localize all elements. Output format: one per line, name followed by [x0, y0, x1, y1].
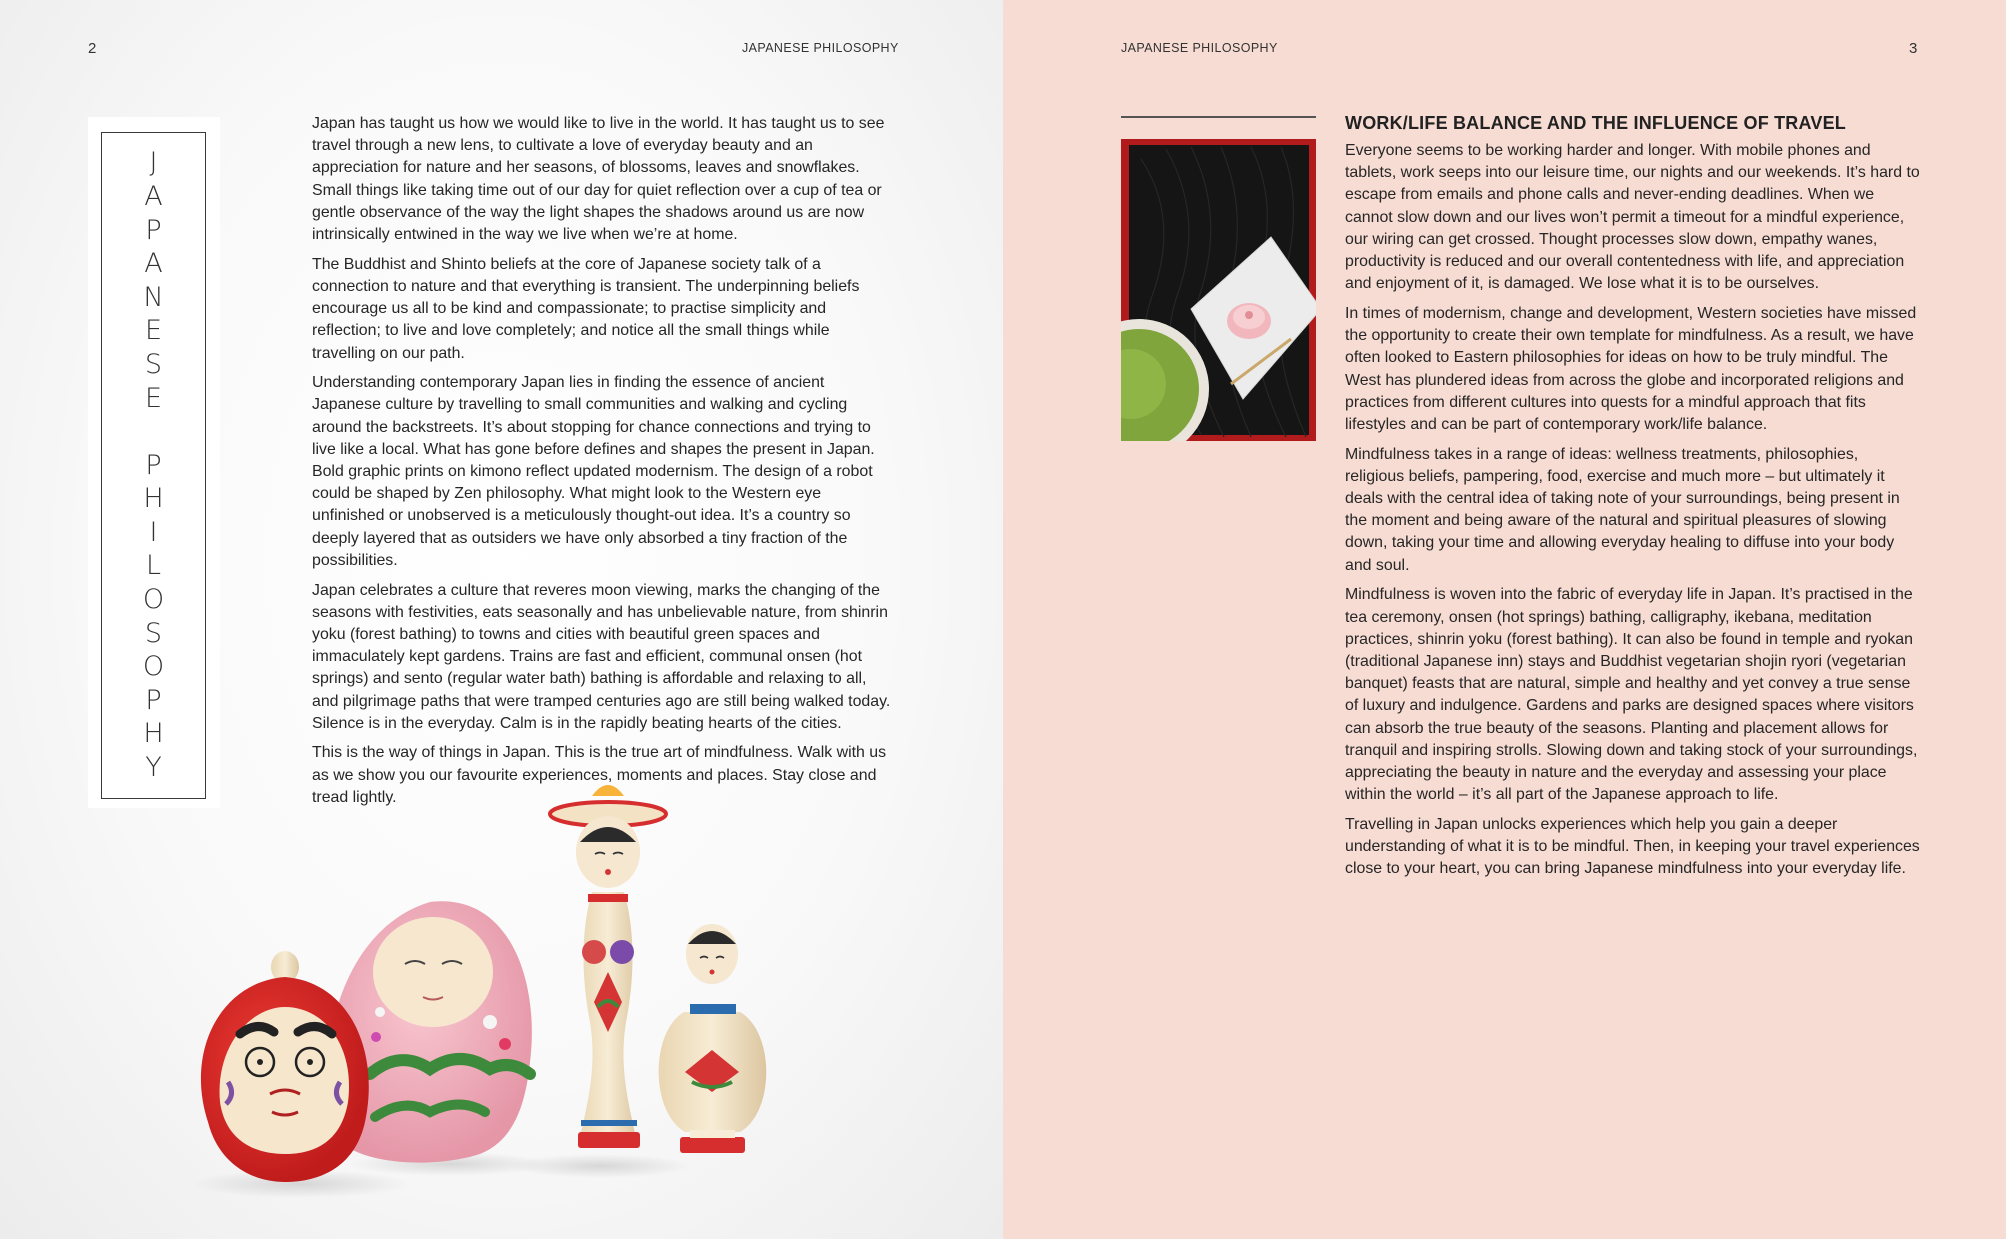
paragraph: Mindfulness is woven into the fabric of everyday life in Japan. It’s practised in the tea ceremony, onsen (hot springs) bathing, calligraphy, ikebana, meditation practices, shinrin yoku (forest bathing). It can also be found in temple and ryokan (traditional Japanese inn) stays and Buddhist vegetarian shojin ryori (vegetarian banquet) feasts that are natural, simple and healthy and yet convey a true sense of luxury and indulgence. Gardens and parks are designed spaces where visitors can absorb the true beauty of the seasons. Planting and placement allows for tranquil and inspiring strolls. Slowing down and taking stock of your surroundings, appreciating the beauty in nature and the everyday and assessing your place within the world – it’s all part of the Japanese approach to life. [1345, 586, 1918, 804]
title-letter: P [145, 684, 162, 716]
title-letter: O [142, 584, 165, 616]
section-heading: WORK/LIFE BALANCE AND THE INFLUENCE OF TRAVEL [1345, 113, 1846, 133]
title-letter: S [144, 348, 163, 380]
red-daruma [201, 951, 369, 1182]
title-letter: E [144, 315, 163, 347]
kokeshi-daruma-photo [180, 782, 780, 1202]
title-letter: E [144, 382, 163, 414]
left-body-text [312, 113, 892, 817]
paragraph: Japan celebrates a culture that reveres moon viewing, marks the changing of the seasons with festivities, eats seasonally and has unbelievable nature, from shinrin yoku (forest bathing) to towns and cities with beautiful green spaces and immaculately kept gardens. Trains are fast and efficient, communal onsen (hot springs) and sento (regular water bath) bathing is affordable and relaxing to all, and pilgrimage paths that were tramped centuries ago are still being walked today. Silence is in the everyday. Calm is in the rapidly beating hearts of the cities. [312, 581, 891, 732]
title-letter: I [149, 516, 158, 548]
paragraph: Everyone seems to be working harder and longer. With mobile phones and tablets, work seeps into our leisure time, our nights and our weekends. It’s hard to escape from emails and phone calls and never-ending deadlines. When we cannot slow down and our lives won’t permit a timeout for a mindful experience, our wiring can get crossed. Thought processes slow down, empathy wanes, productivity is reduced and our overall contentedness with life, and appreciation and enjoyment of it, is damaged. We lose what it is to be ourselves. [1345, 142, 1920, 293]
title-letter: A [144, 248, 163, 280]
running-header-left: JAPANESE PHILOSOPHY [742, 41, 899, 55]
title-letter: P [145, 214, 162, 246]
page-number-left: 2 [88, 40, 97, 57]
title-letter: H [143, 483, 164, 515]
paragraph: Mindfulness takes in a range of ideas: wellness treatments, philosophies, religious beliefs, pampering, food, exercise and much more – but ultimately it deals with the central idea of taking note of your surroundings, being present in the moment and being aware of the natural and spiritual pleasures of slowing down, taking your time and allowing everyday healing to diffuse into your body and soul. [1345, 445, 1900, 574]
vertical-title [101, 132, 206, 799]
title-letter: S [144, 617, 163, 649]
heading-rule [1121, 116, 1316, 118]
title-letter: H [143, 718, 164, 750]
tea-and-wagashi-photo [1121, 139, 1316, 441]
paragraph: Japan has taught us how we would like to live in the world. It has taught us to see travel through a new lens, to cultivate a love of everyday beauty and an appreciation for nature and her seasons, of blossoms, leaves and snowflakes. Small things like taking time out of our day for quiet reflection over a cup of tea or gentle observance of the way the light shapes the shadows around us are now intrinsically entwined in the way we live when we’re at home. [312, 115, 885, 244]
vertical-title-panel [88, 117, 220, 808]
title-letter: O [142, 651, 165, 683]
title-letter [149, 415, 158, 449]
title-letter: N [143, 281, 164, 313]
title-letter: L [145, 550, 162, 582]
small-kokeshi [659, 924, 767, 1153]
paragraph: Understanding contemporary Japan lies in finding the essence of ancient Japanese culture by travelling to small communities and walking and cycling around the backstreets. It’s about stopping for chance connections and trying to live like a local. What has gone before defines and shapes the present in Japan. Bold graphic prints on kimono reflect updated modernism. The design of a robot could be shaped by Zen philosophy. What might look to the Western eye unfinished or unobserved is a meticulously thought-out idea. It’s a country so deeply layered that as outsiders we have only absorbed a tiny fraction of the possibilities. [312, 374, 875, 569]
paragraph: In times of modernism, change and development, Western societies have missed the opportunity to create their own template for mindfulness. As a result, we have often looked to Eastern philosophies for ideas on how to be truly mindful. The West has plundered ideas from across the globe and incorporated religions and practices from different cultures into quests for a mindful approach that fits lifestyles and can be part of contemporary work/life balance. [1345, 304, 1917, 433]
title-letter: A [144, 180, 163, 212]
paragraph: Travelling in Japan unlocks experiences which help you gain a deeper understanding of what it is to be mindful. Then, in keeping your travel experiences close to your heart, you can bring Japanese mindfulness into your everyday life. [1345, 815, 1920, 878]
title-letter: P [145, 449, 162, 481]
paragraph: This is the way of things in Japan. This is the true art of mindfulness. Walk with us as we show you our favourite experiences, moments and places. Stay close and tread lightly. [312, 744, 887, 806]
title-letter: Y [145, 752, 162, 784]
title-letter: J [149, 147, 158, 179]
paragraph: The Buddhist and Shinto beliefs at the core of Japanese society talk of a connection to nature and that everything is transient. The underpinning beliefs encourage us all to be kind and compassionate; to practise simplicity and reflection; to live and love completely; and notice all the small things while travelling on our path. [312, 255, 860, 362]
right-body-text [1345, 112, 1920, 888]
running-header-right: JAPANESE PHILOSOPHY [1121, 41, 1278, 55]
tall-kokeshi [550, 785, 666, 1148]
page-number-right: 3 [1909, 40, 1918, 57]
